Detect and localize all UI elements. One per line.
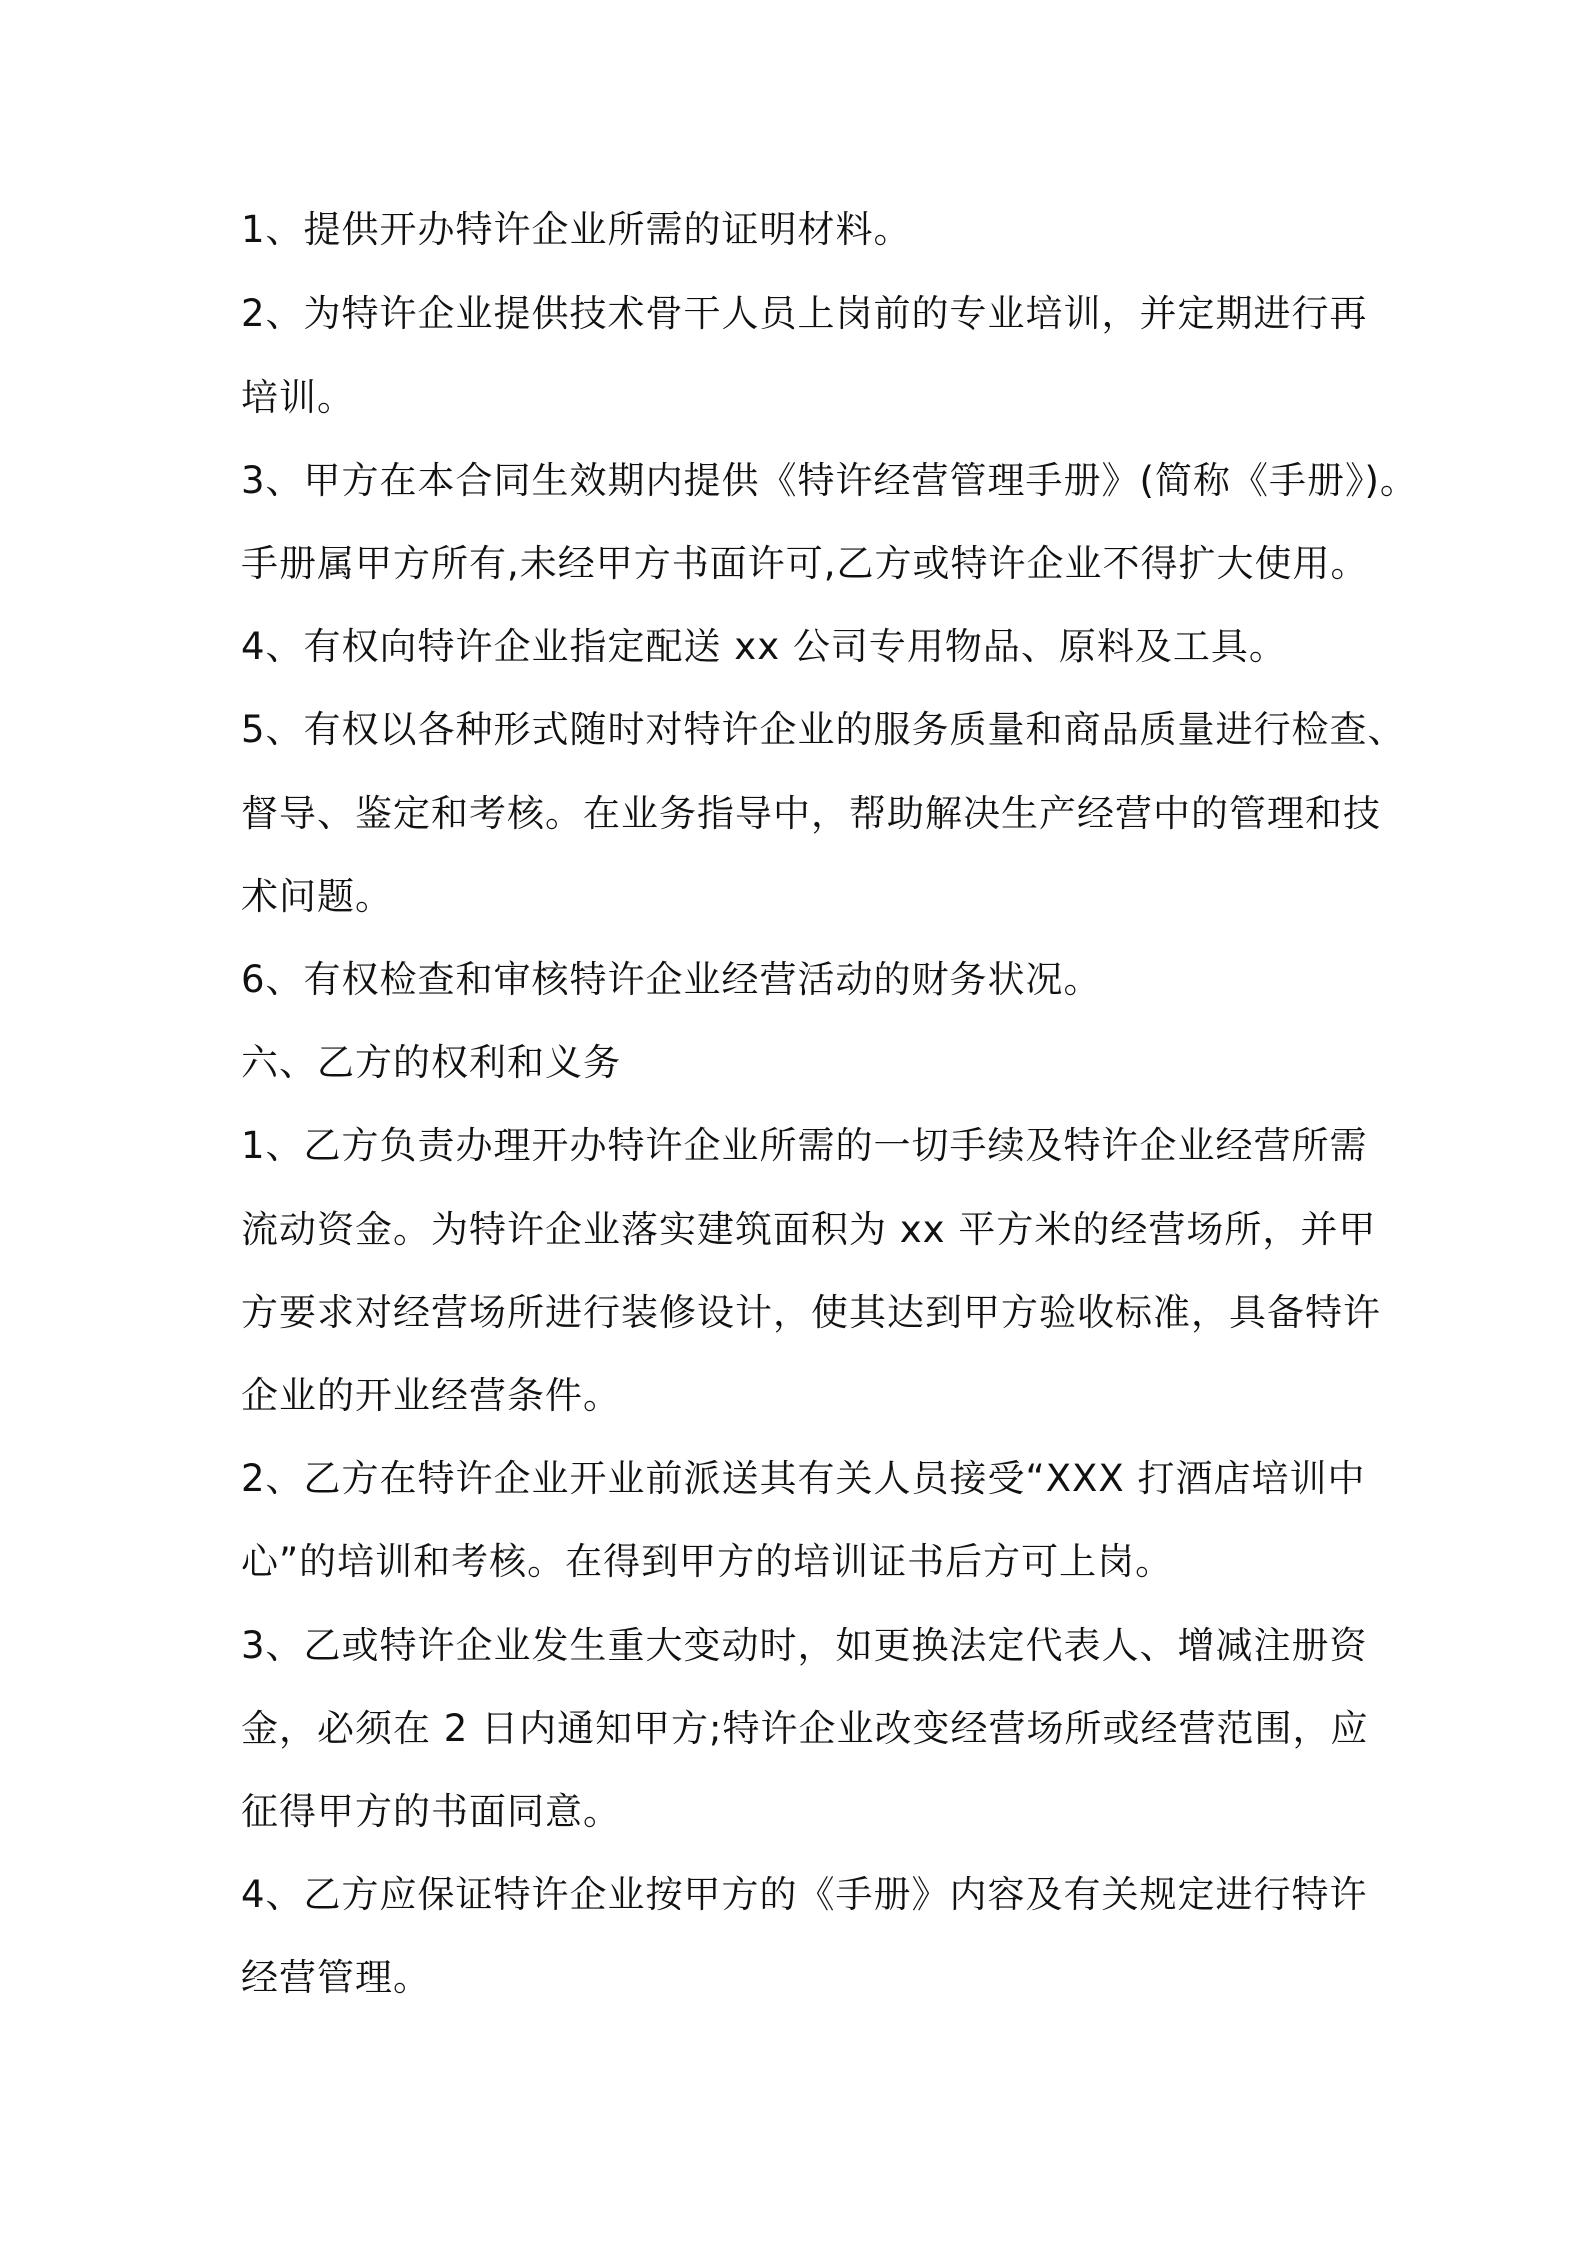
text-line: 3、乙或特许企业发生重大变动时，如更换法定代表人、增减注册资	[241, 1624, 1368, 1667]
text-line: 培训。	[241, 376, 355, 419]
text-line: 2、乙方在特许企业开业前派送其有关人员接受“XXX 打酒店培训中	[241, 1457, 1366, 1500]
section-heading: 六、乙方的权利和义务	[241, 1041, 621, 1084]
text-line: 手册属甲方所有,未经甲方书面许可,乙方或特许企业不得扩大使用。	[241, 542, 1369, 585]
text-line: 督导、鉴定和考核。在业务指导中，帮助解决生产经营中的管理和技	[241, 792, 1381, 835]
text-line: 1、乙方负责办理开办特许企业所需的一切手续及特许企业经营所需	[241, 1124, 1368, 1167]
text-line: 1、提供开办特许企业所需的证明材料。	[241, 208, 912, 251]
text-line: 经营管理。	[241, 1956, 431, 1999]
text-line: 4、有权向特许企业指定配送 xx 公司专用物品、原料及工具。	[241, 625, 1287, 668]
text-line: 企业的开业经营条件。	[241, 1374, 621, 1417]
text-line: 5、有权以各种形式随时对特许企业的服务质量和商品质量进行检查、	[241, 708, 1406, 751]
text-line: 征得甲方的书面同意。	[241, 1790, 621, 1833]
text-line: 术问题。	[241, 875, 393, 918]
text-line: 6、有权检查和审核特许企业经营活动的财务状况。	[241, 958, 1102, 1001]
text-line: 心”的培训和考核。在得到甲方的培训证书后方可上岗。	[241, 1540, 1174, 1583]
text-line: 4、乙方应保证特许企业按甲方的《手册》内容及有关规定进行特许	[241, 1873, 1368, 1916]
text-line: 金，必须在 2 日内通知甲方;特许企业改变经营场所或经营范围，应	[241, 1707, 1369, 1750]
text-line: 2、为特许企业提供技术骨干人员上岗前的专业培训，并定期进行再	[241, 292, 1368, 335]
text-line: 3、甲方在本合同生效期内提供《特许经营管理手册》(简称《手册》)。	[241, 459, 1418, 502]
text-line: 方要求对经营场所进行装修设计，使其达到甲方验收标准，具备特许	[241, 1291, 1381, 1334]
text-line: 流动资金。为特许企业落实建筑面积为 xx 平方米的经营场所，并甲	[241, 1208, 1377, 1251]
